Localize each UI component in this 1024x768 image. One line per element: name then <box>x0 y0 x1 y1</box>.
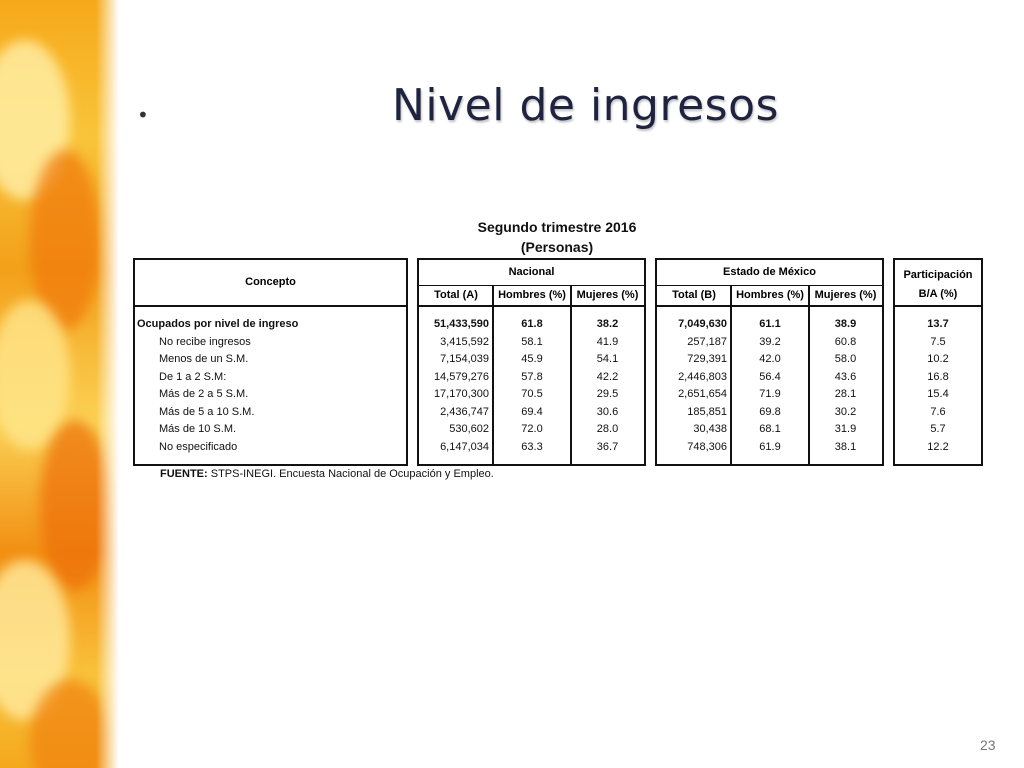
concepto-column <box>133 258 408 466</box>
nacional-group <box>417 258 646 466</box>
nacional-hombres-cell: 45.9 <box>521 353 543 365</box>
row-concepto: Ocupados por nivel de ingreso <box>137 318 299 330</box>
participacion-cell: 15.4 <box>927 388 949 400</box>
participacion-cell: 7.5 <box>930 335 946 348</box>
nacional-mujeres-cell: 29.5 <box>596 388 619 400</box>
nacional-header-label: Nacional <box>419 260 644 286</box>
page-number: 23 <box>980 737 996 753</box>
estado-hombres-cell: 69.8 <box>759 405 781 418</box>
flame-decoration <box>0 0 118 768</box>
estado-total-cell: 257,187 <box>687 335 727 348</box>
nacional-hombres-cell: 72.0 <box>521 423 543 435</box>
estado-hombres-cell: 39.2 <box>759 335 781 348</box>
concepto-header <box>135 260 406 307</box>
estado-mujeres-cell: 58.0 <box>834 353 857 365</box>
estado-total-cell: 729,391 <box>687 353 727 365</box>
participacion-cell: 5.7 <box>930 423 946 435</box>
estado-mujeres-cell: 60.8 <box>834 335 857 348</box>
nacional-total-cell: 17,170,300 <box>433 388 489 400</box>
participacion-cell: 16.8 <box>927 370 949 383</box>
source-label: FUENTE: <box>160 468 208 480</box>
estado-hombres-cell: 61.9 <box>759 440 781 453</box>
nacional-total-cell: 51,433,590 <box>433 318 489 330</box>
estado-header <box>657 260 882 307</box>
nacional-hombres-header: Hombres (%) <box>498 289 566 301</box>
estado-hombres-cell: 56.4 <box>759 370 781 383</box>
participacion-header-label: Participación <box>903 269 973 281</box>
table-caption-units: (Personas) <box>520 239 594 255</box>
slide-title: Nivel de ingresos <box>392 80 779 131</box>
estado-total-cell: 30,438 <box>693 423 727 435</box>
table-source-note <box>160 468 494 480</box>
nacional-mujeres-cell: 41.9 <box>596 335 619 348</box>
row-concepto: Más de 5 a 10 S.M. <box>159 405 255 418</box>
nacional-mujeres-header: Mujeres (%) <box>576 289 639 301</box>
estado-header-label: Estado de México <box>657 260 882 286</box>
participacion-cell: 10.2 <box>927 353 949 365</box>
estado-total-cell: 185,851 <box>687 405 727 418</box>
nacional-total-cell: 14,579,276 <box>433 370 489 383</box>
row-concepto: Menos de un S.M. <box>159 353 249 365</box>
participacion-cell: 12.2 <box>927 440 949 453</box>
estado-total-cell: 2,651,654 <box>678 388 727 400</box>
nacional-total-header: Total (A) <box>434 289 478 301</box>
nacional-total-cell: 530,602 <box>449 423 489 435</box>
row-concepto: No especificado <box>159 440 238 453</box>
nacional-mujeres-cell: 38.2 <box>596 318 619 330</box>
row-concepto: Más de 2 a 5 S.M. <box>159 388 249 400</box>
nacional-total-cell: 3,415,592 <box>440 335 489 348</box>
estado-hombres-cell: 42.0 <box>759 353 781 365</box>
nacional-header <box>419 260 644 307</box>
table-caption-period: Segundo trimestre 2016 <box>477 219 637 235</box>
nacional-hombres-cell: 61.8 <box>521 318 543 330</box>
nacional-hombres-cell: 69.4 <box>521 405 543 418</box>
concepto-header-label: Concepto <box>245 276 296 288</box>
estado-mujeres-cell: 38.1 <box>834 440 857 453</box>
row-concepto: De 1 a 2 S.M: <box>159 370 227 383</box>
participacion-column <box>893 258 983 466</box>
estado-hombres-header: Hombres (%) <box>736 289 804 301</box>
participacion-cell: 13.7 <box>927 318 949 330</box>
nacional-mujeres-cell: 54.1 <box>596 353 619 365</box>
nacional-total-cell: 2,436,747 <box>440 405 489 418</box>
estado-mujeres-cell: 43.6 <box>834 370 857 383</box>
nacional-mujeres-cell: 30.6 <box>596 405 619 418</box>
participacion-header-unit: B/A (%) <box>918 288 958 300</box>
estado-mujeres-cell: 30.2 <box>834 405 857 418</box>
estado-mujeres-cell: 28.1 <box>834 388 857 400</box>
participacion-header <box>895 260 981 307</box>
source-text: STPS-INEGI. Encuesta Nacional de Ocupación y Empleo. <box>207 468 494 480</box>
nacional-mujeres-cell: 36.7 <box>596 440 619 453</box>
nacional-total-cell: 6,147,034 <box>440 440 489 453</box>
nacional-hombres-cell: 58.1 <box>521 335 543 348</box>
estado-mujeres-header: Mujeres (%) <box>814 289 877 301</box>
row-concepto: Más de 10 S.M. <box>159 423 237 435</box>
nacional-total-cell: 7,154,039 <box>440 353 489 365</box>
estado-total-cell: 748,306 <box>687 440 727 453</box>
nacional-hombres-cell: 57.8 <box>521 370 543 383</box>
nacional-hombres-cell: 63.3 <box>521 440 543 453</box>
nacional-hombres-cell: 70.5 <box>521 388 543 400</box>
nacional-mujeres-cell: 42.2 <box>596 370 619 383</box>
row-concepto: No recibe ingresos <box>159 335 251 348</box>
estado-total-cell: 2,446,803 <box>678 370 727 383</box>
nacional-mujeres-cell: 28.0 <box>596 423 619 435</box>
estado-hombres-cell: 61.1 <box>759 318 781 330</box>
bullet-point: • <box>137 103 149 127</box>
estado-hombres-cell: 68.1 <box>759 423 781 435</box>
estado-total-cell: 7,049,630 <box>678 318 727 330</box>
estado-mujeres-cell: 38.9 <box>834 318 857 330</box>
participacion-cell: 7.6 <box>930 405 946 418</box>
estado-mujeres-cell: 31.9 <box>834 423 857 435</box>
estado-total-header: Total (B) <box>672 289 716 301</box>
estado-group <box>655 258 884 466</box>
estado-hombres-cell: 71.9 <box>759 388 781 400</box>
